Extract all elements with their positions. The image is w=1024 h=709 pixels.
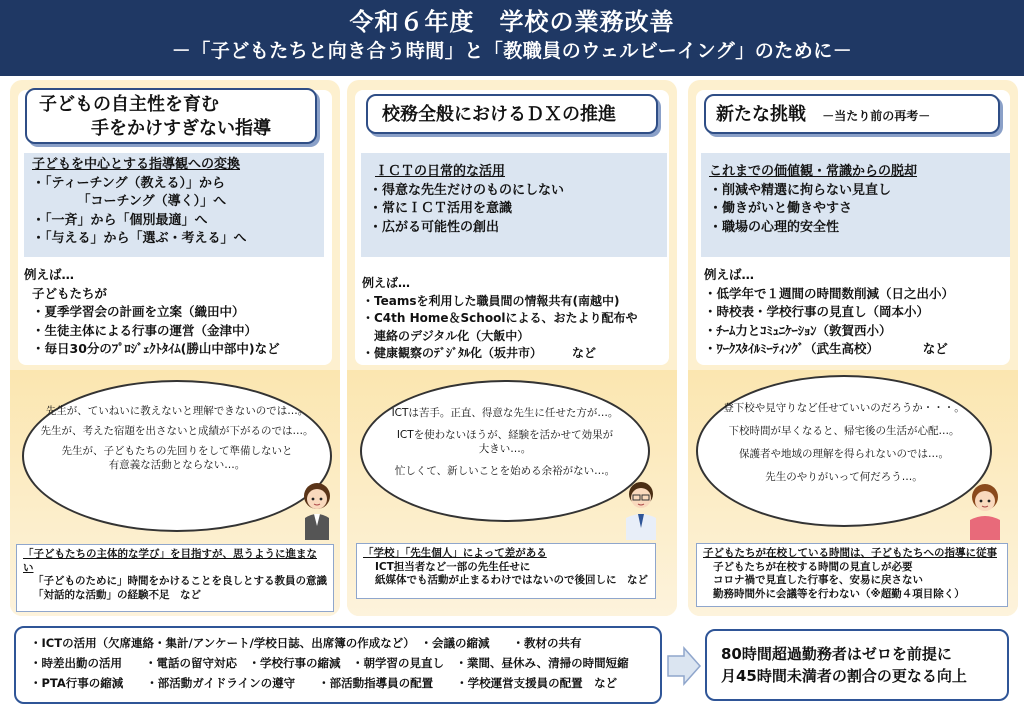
bubble-text: ICTを使わないほうが、経験を活かせて効果が	[396, 429, 614, 441]
header-banner	[0, 0, 1024, 76]
examples-head: 例えば…	[704, 267, 755, 282]
page-subtitle: －「子どもたちと向き合う時間」と「教職員のウェルビーイング」のために－	[171, 40, 853, 62]
list-item: ・ﾜｰｸｽﾀｲﾙﾐｰﾃｨﾝｸﾞ（武生高校） など	[704, 341, 948, 356]
list-item: ・生徒主体による行事の運営（金津中）	[32, 322, 258, 338]
measures-line: ・時差出勤の活用 ・電話の留守対応 ・学校行事の縮減 ・朝学習の見直し ・業間、昼休み、清掃の時間短縮	[30, 656, 629, 670]
list-item: ・広がる可能性の創出	[369, 219, 500, 235]
note-head: 子どもたちが在校している時間は、子どもたちへの指導に従事	[703, 547, 997, 559]
note-head: 「子どもたちの主体的な学び」を目指すが、思うように進まない	[23, 548, 317, 574]
list-item: 「コーチング（導く）」へ	[32, 194, 227, 209]
list-item: ・毎日30分のﾌﾟﾛｼﾞｪｸﾄﾀｲﾑ(勝山中部中)など	[32, 341, 280, 356]
col3-concern-bubble	[696, 375, 992, 527]
male-teacher-illustration	[618, 468, 664, 542]
bubble-text: ICTは苦手。正直、得意な先生に任せた方が…。	[391, 407, 619, 419]
bubble-text: 大きい…。	[478, 443, 532, 455]
list-item: ・「与える」から「選ぶ・考える」へ	[32, 231, 247, 246]
list-item: ・職場の心理的安全性	[709, 219, 840, 235]
list-item: ・夏季学習会の計画を立案（織田中）	[32, 304, 245, 319]
note-item: 勤務時間外に会議等を行わない（※超勤４項目除く）	[713, 587, 965, 600]
col1-focus-head: 子どもを中心とする指導観への変換	[32, 157, 241, 172]
col1-issue-note	[16, 544, 334, 612]
note-item: ICT担当者など一部の先生任せに	[375, 560, 531, 573]
list-item: ・Teamsを利用した職員間の情報共有(南越中)	[362, 293, 620, 308]
col1-focus-box	[24, 153, 324, 257]
bubble-text: 下校時間が早くなると、帰宅後の生活が心配…。	[728, 425, 960, 437]
col3-examples	[704, 266, 1010, 359]
bubble-text: 保護者や地域の理解を得られないのでは…。	[739, 448, 949, 460]
list-item: ・得意な先生だけのものにしない	[369, 182, 565, 198]
col2-focus-head: ＩＣＴの日常的な活用	[375, 164, 506, 179]
examples-head: 例えば…	[362, 276, 411, 290]
bubble-text: 有意義な活動とならない…。	[108, 459, 246, 471]
col2-focus-box	[361, 153, 667, 257]
list-item: ・健康観察のﾃﾞｼﾞﾀﾙ化（坂井市） など	[362, 346, 597, 360]
measures-line: ・PTA行事の縮減 ・部活動ガイドラインの遵守 ・部活動指導員の配置 ・学校運営支援員の配置 など	[30, 676, 618, 690]
col2-issue-note	[356, 543, 656, 599]
bubble-text: 先生が、考えた宿題を出さないと成績が下がるのでは…。	[40, 425, 314, 437]
examples-head: 例えば…	[24, 267, 75, 282]
col3-issue-note	[696, 543, 1008, 607]
col2-title: 校務全般におけるＤＸの推進	[366, 94, 658, 134]
goal-box	[705, 629, 1009, 701]
goal-line: 80時間超過勤務者はゼロを前提に	[721, 645, 952, 663]
list-item: ・時校表・学校行事の見直し（岡本小）	[704, 304, 930, 319]
right-arrow-icon	[666, 646, 702, 686]
examples-sub: 子どもたちが	[32, 285, 108, 301]
list-item: 連絡のデジタル化（大飯中）	[362, 328, 530, 343]
list-item: ・低学年で１週間の時間数削減（日之出小）	[704, 285, 955, 301]
list-item: ・ﾁｰﾑ力とｺﾐｭﾆｹｰｼｮﾝ（敦賀西小）	[704, 322, 892, 338]
col3-title-main: 新たな挑戦	[716, 104, 806, 125]
bubble-text: 先生が、子どもたちの先回りをして準備しないと	[61, 445, 293, 457]
col1-title-line2: 手をかけすぎない指導	[91, 118, 271, 139]
col1-title	[25, 88, 317, 144]
note-item: 「子どものために」時間をかけることを良しとする教員の意識	[33, 575, 327, 587]
measures-box	[14, 626, 662, 704]
list-item: ・働きがいと働きやすさ	[709, 201, 853, 216]
goal-line: 月45時間未満者の割合の更なる向上	[721, 667, 967, 685]
bubble-text: 登下校や見守りなど任せていいのだろうか・・・。	[723, 402, 965, 414]
page-title: 令和６年度 学校の業務改善	[349, 8, 675, 36]
col1-concern-bubble	[22, 380, 332, 532]
bubble-text: 先生が、ていねいに教えないと理解できないのでは…。	[45, 405, 309, 417]
bubble-text: 忙しくて、新しいことを始める余裕がない…。	[394, 465, 616, 477]
list-item: ・削減や精選に拘らない見直し	[709, 182, 892, 198]
list-item: ・「一斉」から「個別最適」へ	[32, 212, 208, 228]
note-item: 「対話的な活動」の経験不足 など	[33, 588, 201, 601]
col3-focus-box	[701, 153, 1010, 257]
note-head: 「学校」「先生個人」によって差がある	[363, 547, 547, 559]
measures-line: ・ICTの活用（欠席連絡・集計/アンケート/学校日誌、出席簿の作成など） ・会議の縮減 ・教材の共有	[30, 636, 582, 650]
female-staff-illustration	[964, 472, 1006, 542]
col1-title-line1: 子どもの自主性を育む	[39, 94, 219, 115]
list-item: ・「ティーチング（教える）」から	[32, 175, 226, 191]
col3-title-sub: －当たり前の再考－	[822, 109, 931, 123]
note-item: 子どもたちが在校する時間の見直しが必要	[713, 560, 913, 573]
bubble-text: 先生のやりがいって何だろう…。	[765, 471, 923, 483]
col2-concern-bubble	[360, 380, 650, 522]
col1-examples	[24, 266, 334, 359]
col2-examples	[362, 275, 672, 363]
note-item: 紙媒体でも活動が止まるわけではないので後回しに など	[375, 574, 648, 586]
col3-title	[704, 94, 1000, 134]
list-item: ・常にＩＣＴ活用を意識	[369, 201, 513, 216]
list-item: ・C4th Home＆Schoolによる、おたより配布や	[362, 311, 638, 325]
col3-focus-head: これまでの価値観・常識からの脱却	[709, 164, 918, 179]
note-item: コロナ禍で見直した行事を、安易に戻さない	[713, 574, 923, 586]
female-teacher-illustration	[295, 470, 339, 542]
